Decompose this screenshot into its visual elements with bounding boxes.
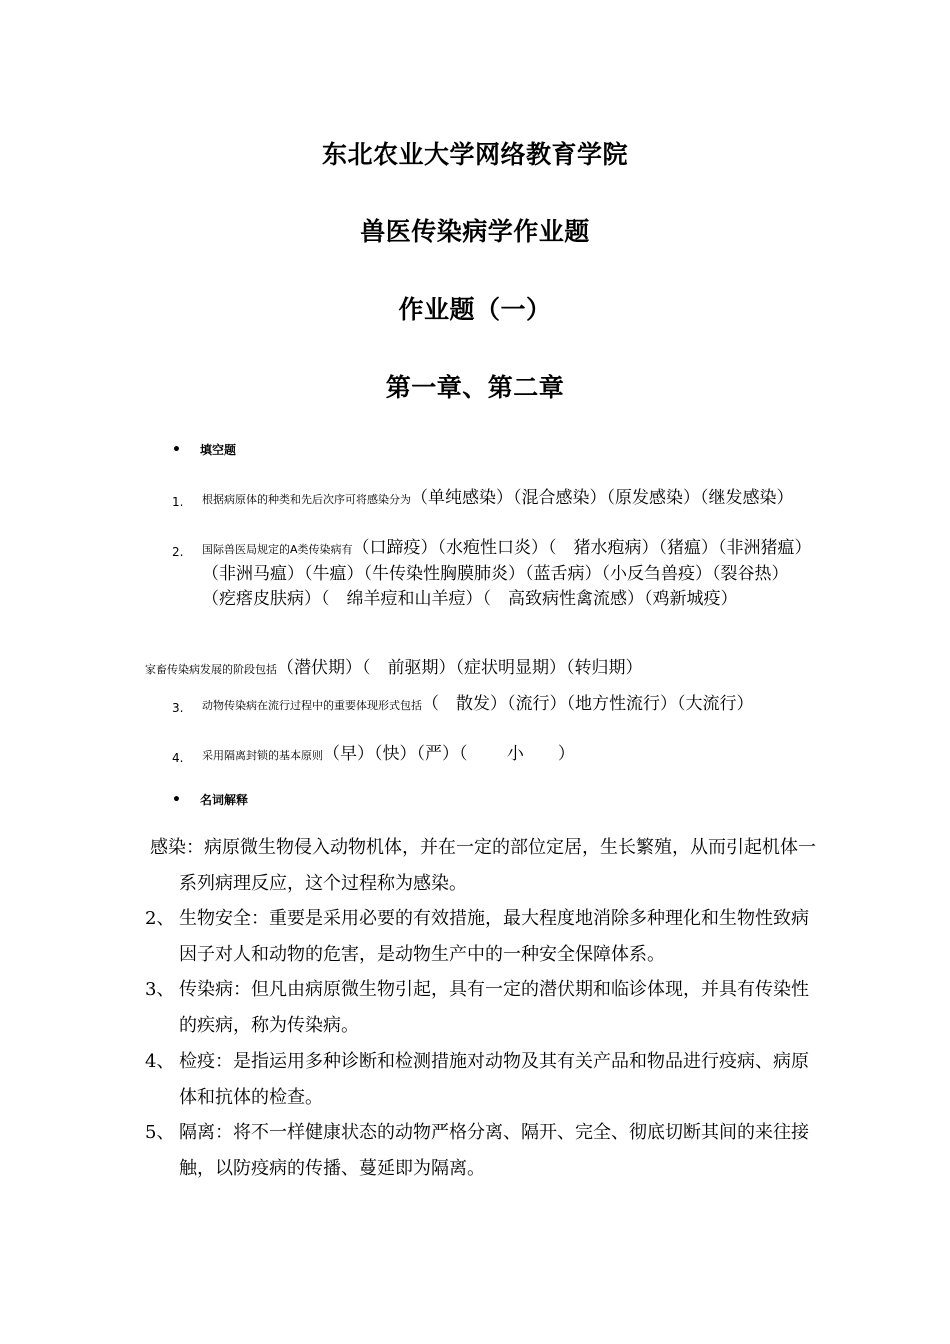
item-number: 3.: [172, 701, 184, 715]
definition-item-4: [145, 1044, 825, 1116]
definition-item-2: [145, 901, 825, 973]
item-answer: （早）（快）（严）（ 小 ）: [323, 744, 575, 764]
item-number: 2.: [172, 545, 184, 559]
item-answer: （ 散发）（流行）（地方性流行）（大流行）: [422, 694, 754, 714]
fill-item-1: [172, 486, 812, 512]
definition-number: 4、: [145, 1051, 175, 1072]
item-answer: （单纯感染）（混合感染）（原发感染）（继发感染）: [411, 488, 794, 508]
item-number: 4.: [172, 751, 184, 765]
fill-blank-heading: [172, 441, 236, 458]
item-question: 动物传染病在流行过程中的重要体现形式包括: [202, 699, 422, 712]
fill-item-4: [172, 742, 812, 768]
course-title: 兽医传染病学作业题: [360, 217, 590, 246]
item-question: 家畜传染病发展的阶段包括: [145, 663, 277, 676]
definitions-label: 名词解释: [200, 793, 249, 807]
definition-number: 3、: [145, 979, 175, 1000]
item-number: 1.: [172, 495, 184, 509]
definition-item-5: [145, 1115, 825, 1187]
definition-text: 检疫：是指运用多种诊断和检测措施对动物及其有关产品和物品进行疫病、病原体和抗体的检查。: [179, 1051, 809, 1108]
bullet-icon: •: [172, 792, 181, 808]
definition-item-3: [145, 972, 825, 1044]
fill-blank-label: 填空题: [200, 443, 237, 457]
fill-item-2: [172, 536, 812, 612]
item-question: 根据病原体的种类和先后次序可将感染分为: [202, 493, 411, 506]
definition-text: 生物安全：重要是采用必要的有效措施，最大程度地消除多种理化和生物性致病因子对人和动物的危害，是动物生产中的一种安全保障体系。: [179, 908, 809, 965]
definition-number: 2、: [145, 908, 175, 929]
definition-item-1: [145, 830, 825, 902]
definitions-heading: [172, 791, 248, 808]
definition-text: 感染：病原微生物侵入动物机体，并在一定的部位定居，生长繁殖，从而引起机体一系列病理反应，这个过程称为感染。: [150, 837, 816, 894]
item-question: 采用隔离封锁的基本原则: [202, 749, 323, 762]
item-answer: （潜伏期）（ 前驱期）（症状明显期）（转归期）: [277, 658, 643, 678]
school-title: 东北农业大学网络教育学院: [321, 140, 628, 169]
definition-text: 传染病：但凡由病原微生物引起，具有一定的潜伏期和临诊体现，并具有传染性的疾病，称为传染病。: [179, 979, 809, 1036]
item-answer: （口蹄疫）（水疱性口炎）（ 猪水疱病）（猪瘟）（非洲猪瘟）（非洲马瘟）（牛瘟）（牛传染性胸膜肺炎）（蓝舌病）（小反刍兽疫）（裂谷热）（疙瘩皮肤病）（ 绵羊痘和山羊痘）（ 高致病性禽流感）（鸡新城疫）: [202, 538, 812, 609]
definition-text: 隔离：将不一样健康状态的动物严格分离、隔开、完全、彻底切断其间的来往接触，以防疫病的传播、蔓延即为隔离。: [179, 1122, 809, 1179]
chapter-title: 第一章、第二章: [385, 373, 565, 402]
item-question: 国际兽医局规定的A类传染病有: [202, 543, 353, 556]
disease-stage-item: [145, 656, 825, 682]
definition-number: 5、: [145, 1122, 175, 1143]
bullet-icon: •: [172, 442, 181, 458]
assignment-title: 作业题（一）: [398, 295, 552, 324]
fill-item-3: [172, 692, 812, 718]
